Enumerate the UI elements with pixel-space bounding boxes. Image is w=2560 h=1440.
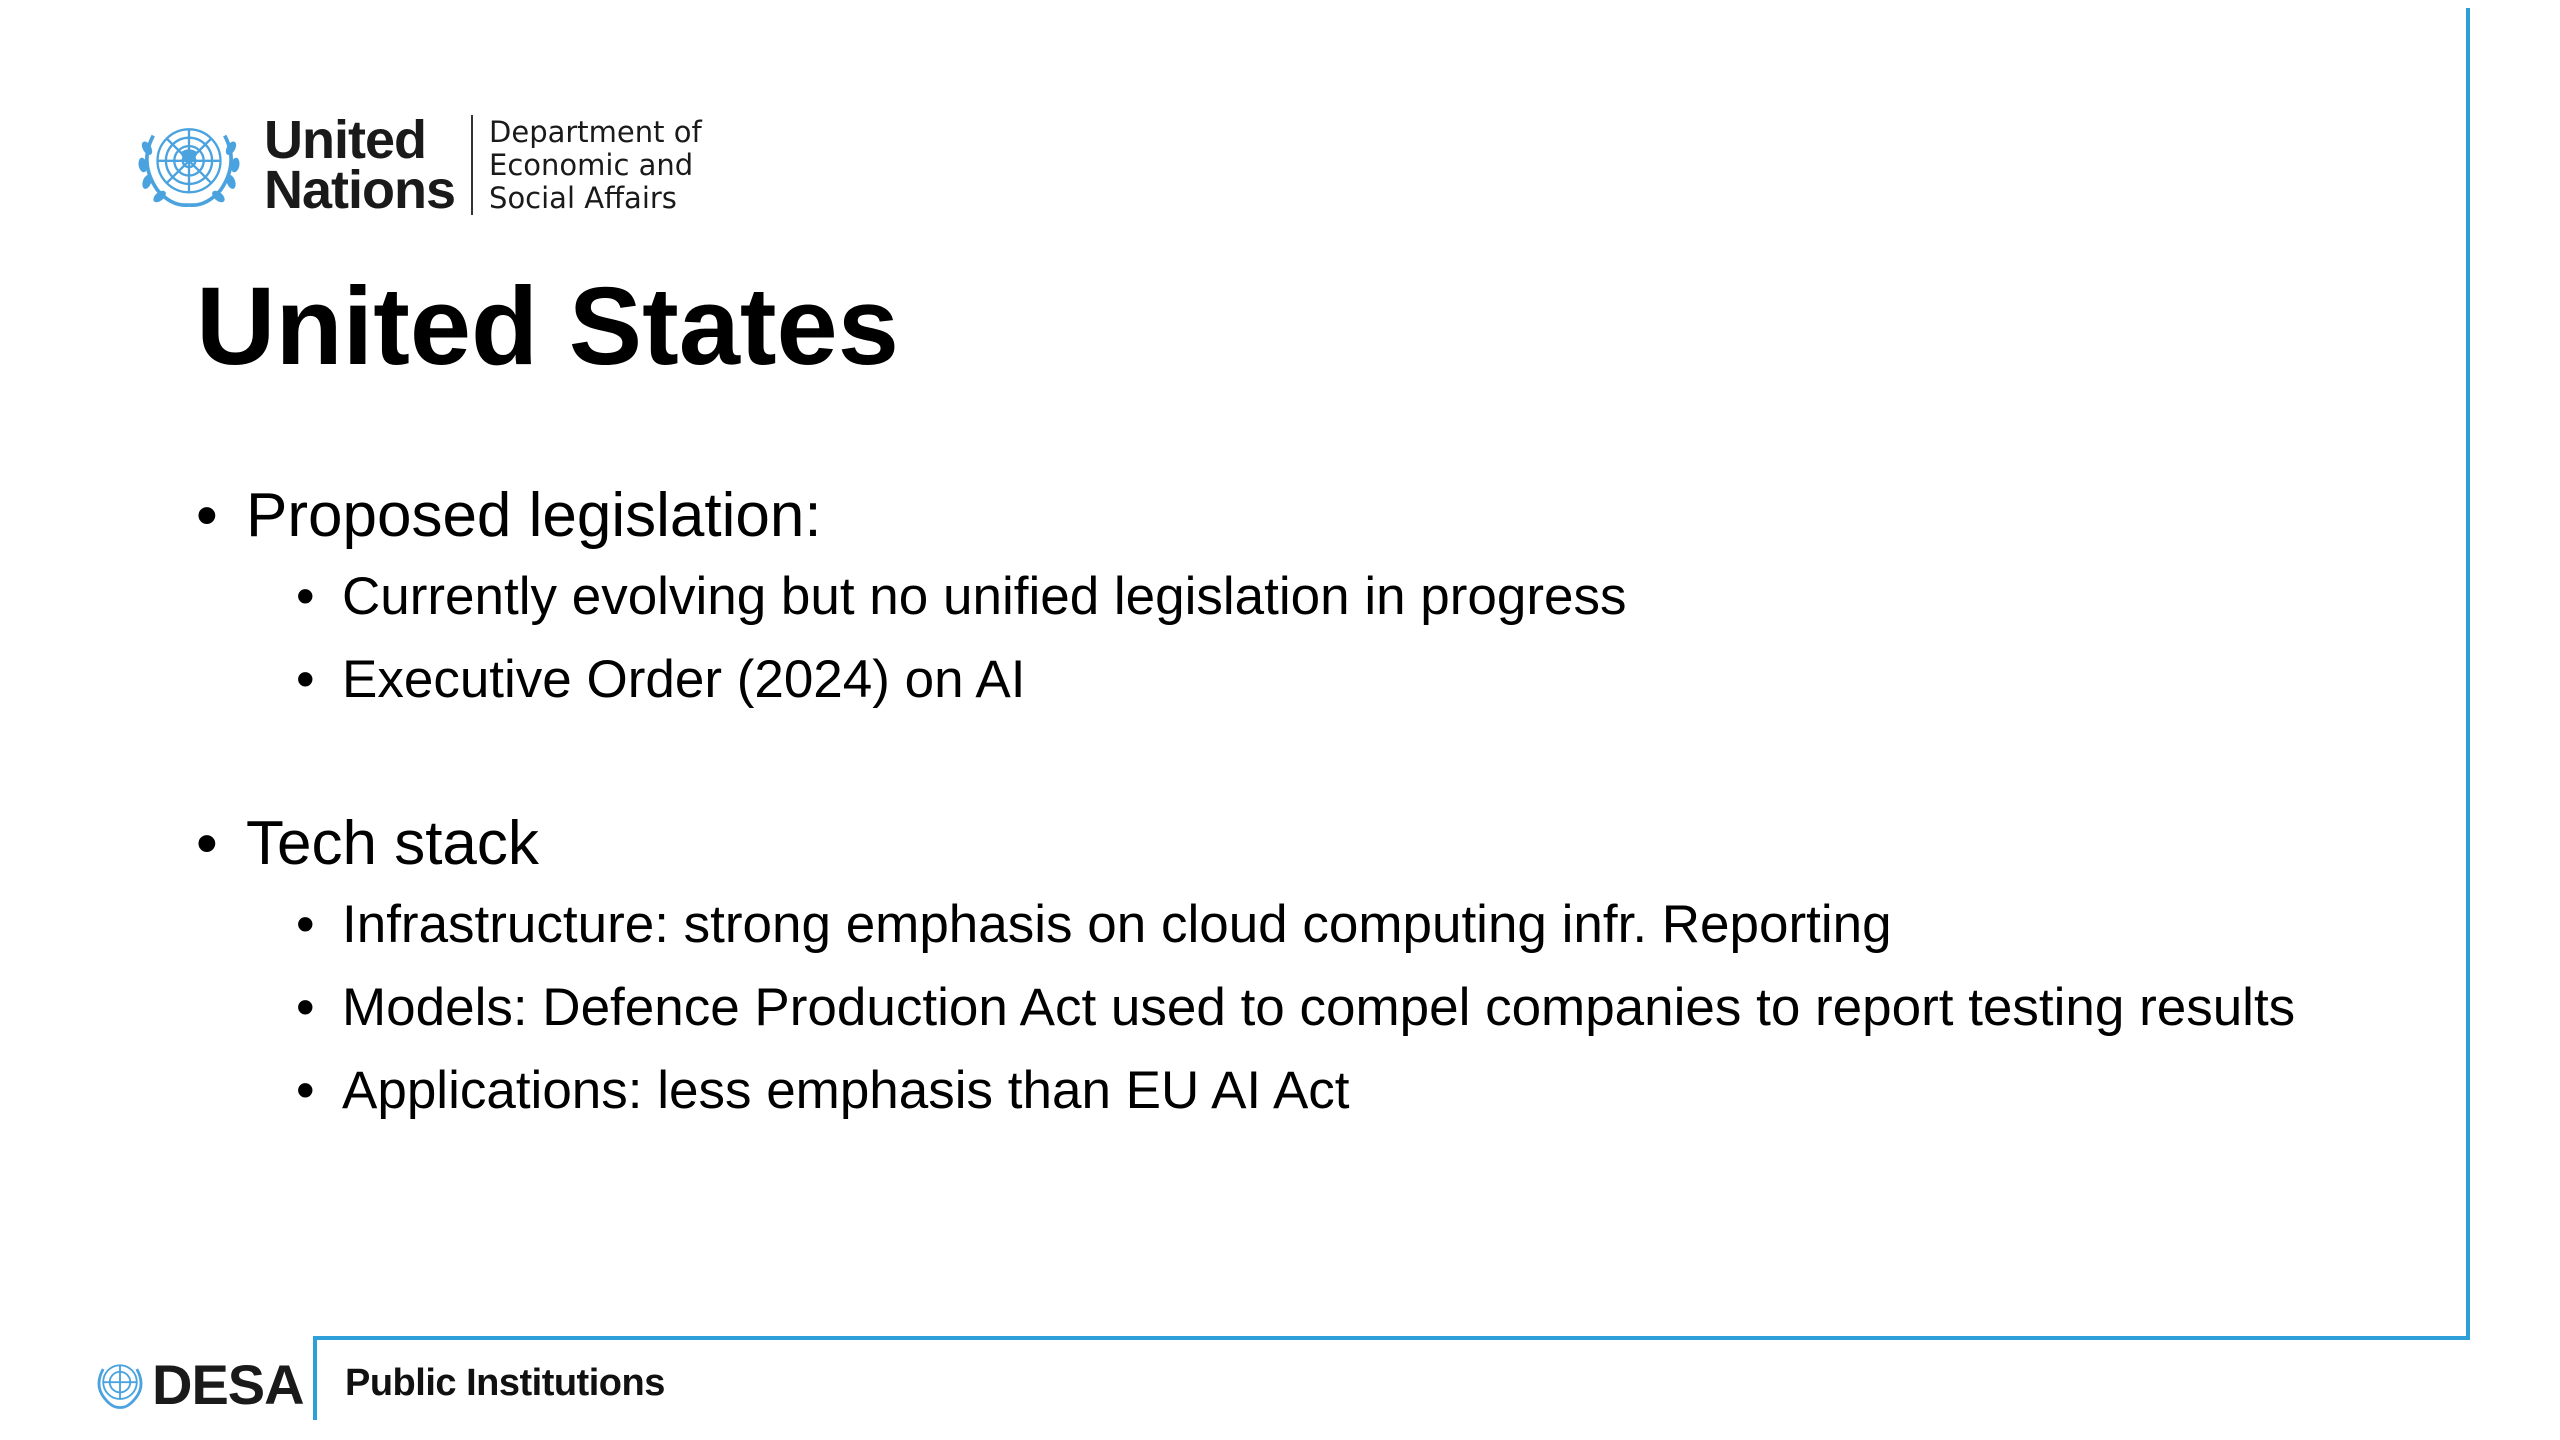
sub-bullet: • Models: Defence Production Act used to compel companies to report testing results <box>296 973 2426 1042</box>
sub-bullet-list <box>196 562 2426 714</box>
bullet-heading: • Tech stack <box>196 806 2426 882</box>
un-wordmark-line1: United <box>264 110 426 170</box>
bullet-group-legislation <box>196 478 2426 714</box>
department-name <box>489 116 702 215</box>
un-wordmark <box>264 110 456 220</box>
sub-bullet-list <box>196 890 2426 1125</box>
un-desa-logo <box>126 112 702 218</box>
slide-title: United States <box>196 265 899 388</box>
logo-separator <box>471 115 473 215</box>
footer-divider <box>313 1336 317 1420</box>
frame-bottom-line <box>315 1336 2470 1340</box>
department-line2: Economic and <box>489 147 694 182</box>
sub-bullet: • Applications: less emphasis than EU AI Act <box>296 1056 2426 1125</box>
un-emblem-icon <box>126 112 252 218</box>
bullet-heading: • Proposed legislation: <box>196 478 2426 554</box>
sub-bullet: • Executive Order (2024) on AI <box>296 645 2426 714</box>
bullet-group-tech-stack <box>196 806 2426 1125</box>
sub-bullet: • Infrastructure: strong emphasis on cloud computing infr. Reporting <box>296 890 2426 959</box>
un-emblem-small-icon <box>92 1356 148 1412</box>
footer-brand <box>92 1352 304 1416</box>
sub-bullet: • Currently evolving but no unified legislation in progress <box>296 562 2426 631</box>
slide-content <box>196 478 2426 1139</box>
department-line3: Social Affairs <box>489 180 677 215</box>
frame-right-line <box>2466 8 2470 1338</box>
desa-wordmark: DESA <box>152 1352 304 1416</box>
un-wordmark-line2: Nations <box>264 160 456 220</box>
department-line1: Department of <box>489 114 702 149</box>
footer-label: Public Institutions <box>345 1362 665 1404</box>
